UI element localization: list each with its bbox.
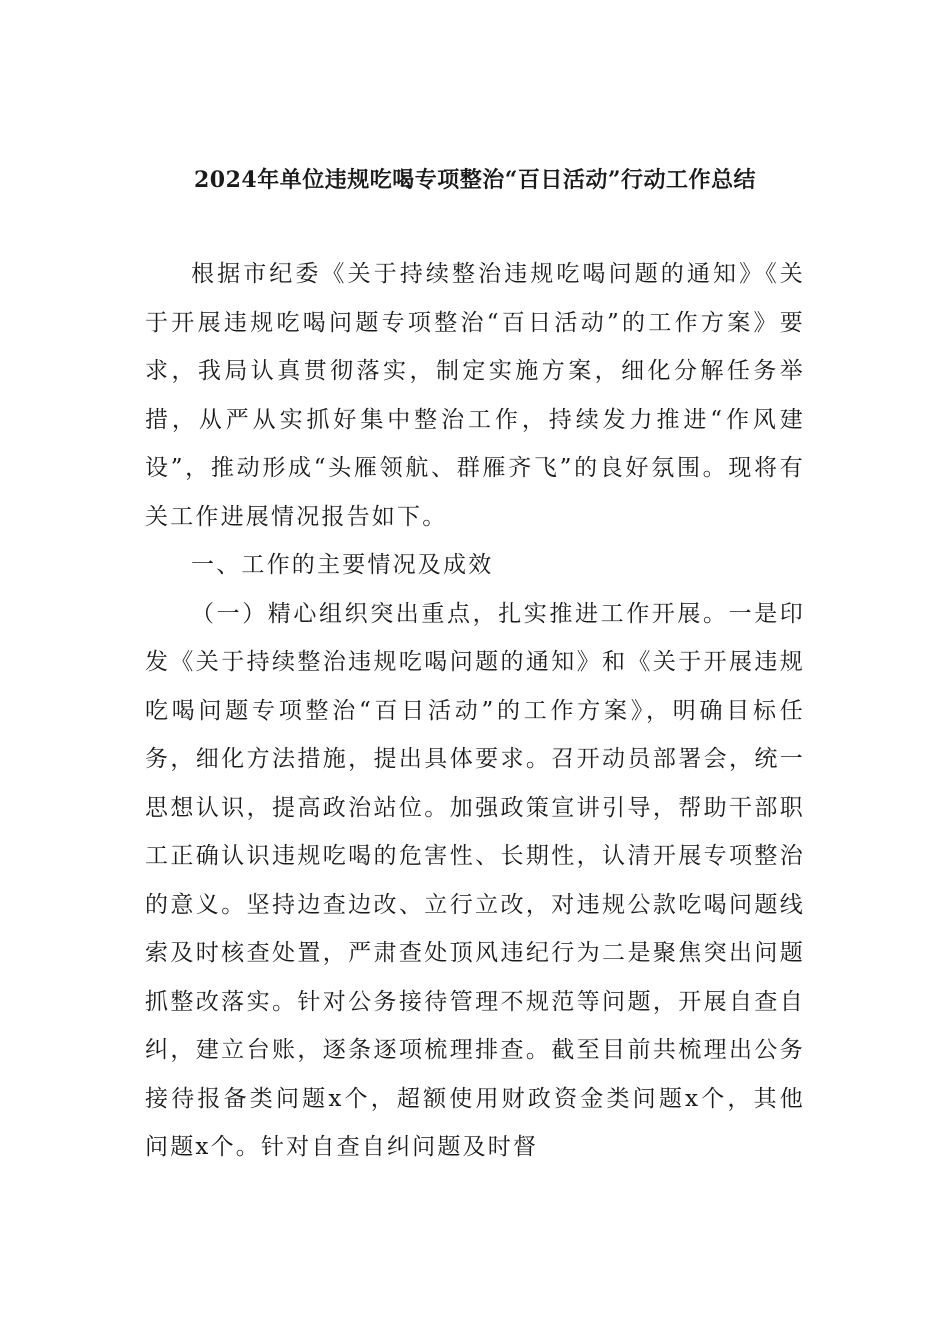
- section-heading: 一、工作的主要情况及成效: [191, 552, 494, 578]
- body-paragraph: （一）精心组织突出重点，扎实推进工作开展。一是印发《关于持续整治违规吃喝问题的通知》和《关于开展违规吃喝问题专项整治“百日活动”的工作方案》，明确目标任务，细化方法措施，提出具体要求。召开动员部署会，统一思想认识，提高政治站位。加强政策宣讲引导，帮助干部职工正确认识违规吃喝的危害性、长期性，认清开展专项整治的意义。坚持边查边改、立行立改，对违规公款吃喝问题线索及时核查处置，严肃查处顶风违纪行为二是聚焦突出问题抓整改落实。针对公务接待管理不规范等问题，开展自查自纠，建立台账，逐条逐项梳理排查。截至目前共梳理出公务接待报备类问题x个，超额使用财政资金类问题x个，其他问题x个。针对自查自纠问题及时督: [145, 600, 805, 1160]
- document-title: 2024年单位违规吃喝专项整治“百日活动”行动工作总结: [193, 167, 757, 193]
- intro-paragraph: 根据市纪委《关于持续整治违规吃喝问题的通知》《关于开展违规吃喝问题专项整治“百日活动”的工作方案》要求，我局认真贯彻落实，制定实施方案，细化分解任务举措，从严从实抓好集中整治工作，持续发力推进“作风建设”，推动形成“头雁领航、群雁齐飞”的良好氛围。现将有关工作进展情况报告如下。: [145, 261, 805, 530]
- document-body: [145, 250, 805, 1172]
